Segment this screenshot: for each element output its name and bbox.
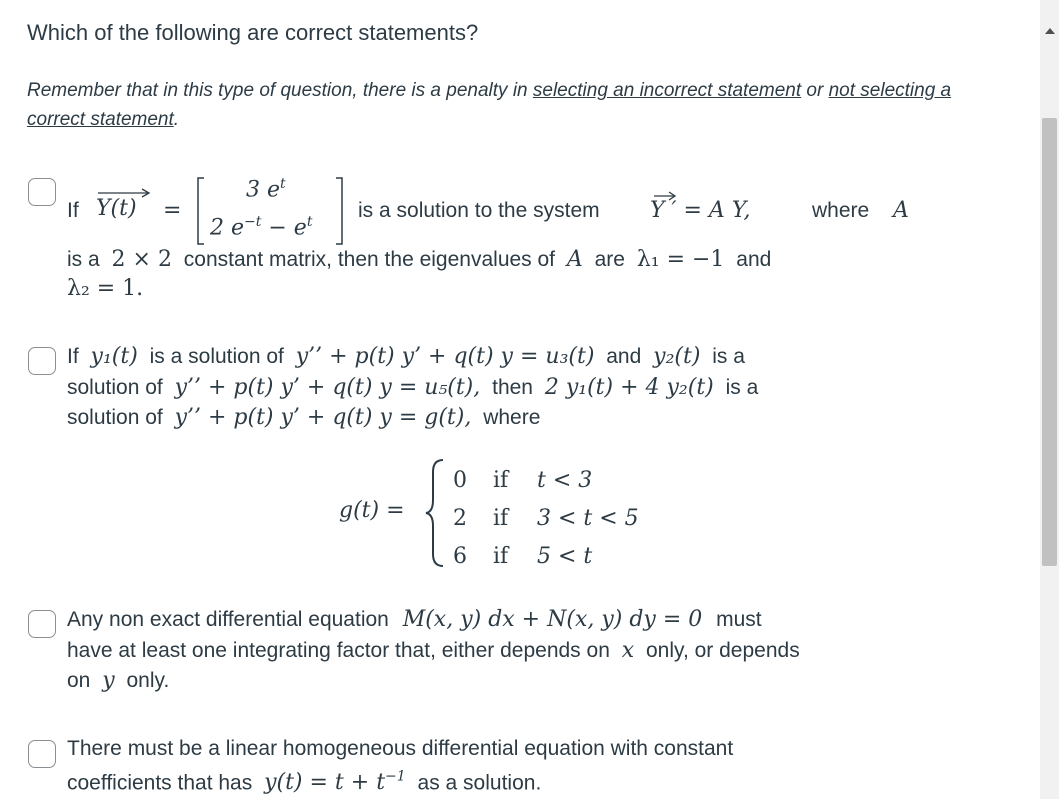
reminder-text-2: or	[801, 80, 829, 101]
option-2-line-3	[67, 405, 540, 430]
option-1-if: If	[67, 199, 79, 222]
option-4-checkbox[interactable]	[28, 740, 56, 768]
option-3-integrating-text: have at least one integrating factor that, either depends on	[67, 639, 610, 662]
option-1-system-eq: Y ′ = A Y,	[650, 198, 751, 223]
option-2-eq-u5: y’’ + p(t) y’ + q(t) y = u₅(t),	[174, 375, 481, 400]
option-1-vector-y	[96, 196, 137, 221]
piecewise-brace	[423, 458, 447, 568]
option-2-line-1	[67, 344, 745, 369]
reminder-link-not-selecting: not selecting a correct statement	[27, 80, 952, 130]
option-4-eq-base: y(t) = t + t	[264, 770, 386, 796]
option-2-eq-u3: y’’ + p(t) y’ + q(t) y = u₃(t)	[295, 344, 595, 369]
option-2-is-a-2: is a	[725, 376, 759, 399]
option-1-text-solution: is a solution to the system	[358, 199, 600, 222]
penalty-reminder	[27, 76, 957, 134]
scroll-up-arrow-icon[interactable]	[1045, 28, 1055, 34]
option-2-and: and	[606, 345, 642, 368]
option-4-as-solution: as a solution.	[417, 771, 542, 795]
case-value: 0	[453, 468, 467, 493]
option-2-solution-of: is a solution of	[149, 345, 284, 368]
option-2-if: If	[67, 345, 79, 368]
option-1-line-2	[67, 247, 771, 272]
option-4-coefficients-text: coefficients that has	[67, 771, 253, 795]
answer-option-2[interactable]	[28, 344, 928, 574]
answer-option-3[interactable]	[28, 607, 928, 702]
option-2-solution-of-2: solution of	[67, 376, 163, 399]
option-1-matrix-bottom	[210, 214, 312, 240]
option-2-is-a: is a	[712, 345, 745, 368]
vector-arrow-icon	[96, 188, 152, 198]
option-1-dimension: 2 × 2	[111, 247, 172, 272]
option-3-checkbox[interactable]	[28, 610, 56, 638]
option-1-where: where	[812, 199, 870, 222]
matrix-top-base: 3 e	[246, 177, 281, 203]
option-2-line-2	[67, 375, 758, 400]
case-value: 2	[453, 506, 467, 531]
option-1-equals: =	[163, 198, 182, 223]
option-1-lambda-1: λ₁ = −1	[636, 247, 725, 272]
option-2-combination: 2 y₁(t) + 4 y₂(t)	[544, 375, 714, 400]
reminder-text-3: .	[173, 109, 180, 130]
option-1-system	[650, 198, 751, 223]
vertical-scrollbar[interactable]	[1040, 0, 1059, 799]
option-3-only: only.	[126, 669, 170, 692]
case-if: if	[493, 544, 509, 569]
vector-arrow-icon	[652, 191, 678, 201]
option-1-vector-label: Y(t)	[96, 196, 137, 221]
piecewise-cases	[453, 462, 639, 576]
option-4-line-2	[67, 769, 541, 795]
option-3-x: x	[621, 638, 635, 663]
reminder-text-1: Remember that in this type of question, there is a penalty in	[27, 80, 533, 101]
option-3-text: Any non exact differential equation	[67, 608, 389, 631]
option-3-must: must	[716, 608, 762, 631]
option-1-constant-text: constant matrix, then the eigenvalues of	[183, 248, 556, 271]
option-1-and: and	[736, 248, 772, 271]
piecewise-case-2	[453, 500, 639, 538]
option-1-checkbox[interactable]	[28, 178, 56, 206]
question-text: Which of the following are correct statements?	[27, 20, 479, 45]
option-3-y: y	[102, 668, 115, 693]
option-1-are: are	[594, 248, 625, 271]
option-4-line-1: There must be a linear homogeneous differential equation with constant	[67, 737, 734, 760]
option-2-where: where	[483, 406, 541, 429]
answer-option-1[interactable]	[28, 174, 928, 314]
option-3-only-depends: only, or depends	[645, 639, 800, 662]
option-2-y2: y₂(t)	[653, 344, 701, 369]
matrix-bottom-exp1: −t	[244, 214, 262, 230]
option-1-lambda-2: λ₂ = 1.	[67, 276, 144, 301]
case-condition: t < 3	[537, 468, 593, 493]
answer-option-4[interactable]	[28, 737, 928, 799]
option-1-a-symbol: A	[566, 247, 583, 272]
option-3-line-2	[67, 638, 800, 663]
option-2-checkbox[interactable]	[28, 347, 56, 375]
piecewise-case-1	[453, 462, 639, 500]
option-3-equation: M(x, y) dx + N(x, y) dy = 0	[402, 607, 703, 632]
case-if: if	[493, 468, 509, 493]
matrix-bottom-mid: − e	[261, 215, 307, 241]
option-1-matrix-a: A	[893, 198, 909, 223]
option-2-y1: y₁(t)	[90, 344, 138, 369]
matrix-top-exp: t	[280, 176, 286, 192]
option-3-on: on	[67, 669, 91, 692]
option-3-line-3	[67, 668, 169, 693]
piecewise-label: g(t) =	[339, 498, 405, 523]
case-condition: 5 < t	[537, 544, 593, 569]
matrix-bottom-exp2: t	[306, 214, 313, 230]
option-4-equation	[264, 770, 406, 795]
case-value: 6	[453, 544, 467, 569]
option-1-is-a: is a	[67, 248, 100, 271]
reminder-link-incorrect: selecting an incorrect statement	[532, 80, 802, 101]
option-4-eq-exp: −1	[385, 769, 406, 785]
piecewise-case-3	[453, 538, 639, 576]
option-1-matrix-top	[246, 176, 286, 202]
case-if: if	[493, 506, 509, 531]
option-2-then: then	[492, 376, 533, 399]
scrollbar-thumb[interactable]	[1042, 118, 1057, 566]
case-condition: 3 < t < 5	[537, 506, 639, 531]
matrix-bottom-base: 2 e	[210, 215, 245, 241]
option-3-line-1	[67, 607, 762, 632]
option-2-solution-of-3: solution of	[67, 406, 163, 429]
option-2-eq-g: y’’ + p(t) y’ + q(t) y = g(t),	[174, 405, 472, 430]
